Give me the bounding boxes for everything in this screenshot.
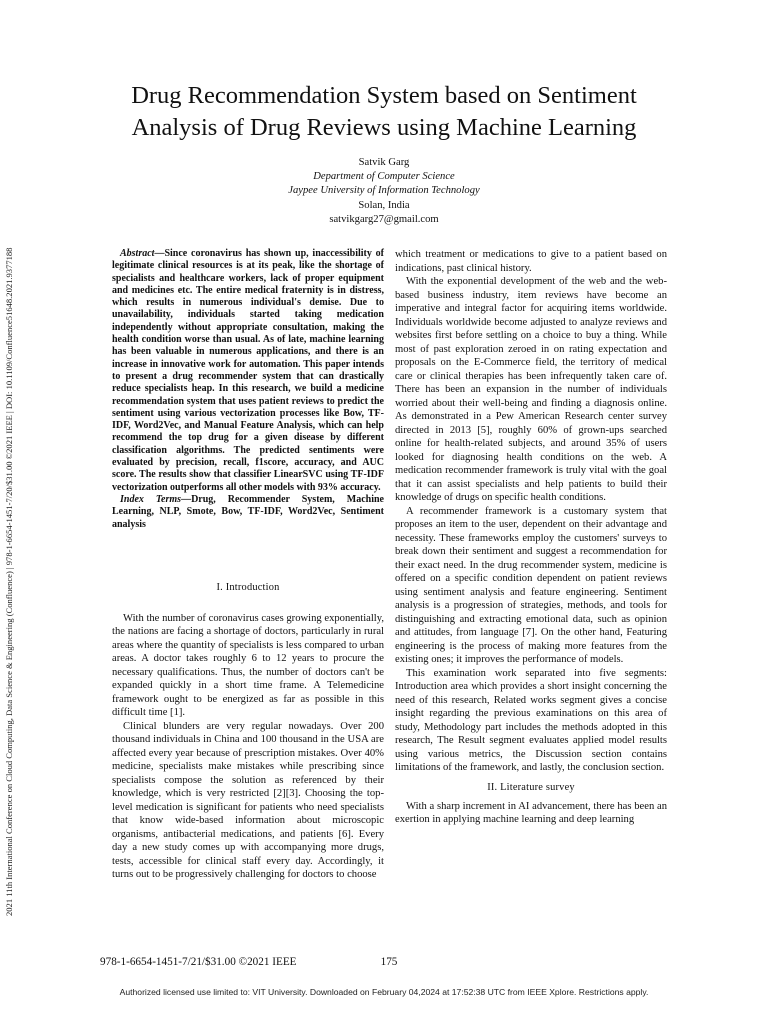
abstract-label: Abstract [120, 248, 155, 259]
author-university: Jaypee University of Information Technology [288, 185, 480, 197]
abstract [112, 248, 384, 494]
right-column [395, 248, 667, 827]
body-paragraph: With the exponential development of the web and the web-based business industry, item reviews have become an imperative and integral factor for acquiring items worldwide. Individuals worldwide become adjusted to analyze reviews and websites first before settling on a choice to buy a thing. While most of past exploration zeroed in on rating expectation and proposals on the E-Commerce field, the territory of medical care or clinical therapies has been infrequently taken care of. There has been an expansion in the number of individuals worried about their well-being and finding a diagnosis online. As demonstrated in a Pew American Research center survey directed in 2013 [5], roughly 60% of grown-ups searched online for health-related subjects, and around 35% of users looked for diagnosing health conditions on the web. A medication recommender framework is truly vital with the goal that it can assist specialists and help patients to build their knowledge of drugs on specific health conditions. [395, 276, 667, 503]
author-block [200, 156, 568, 227]
body-paragraph: With a sharp increment in AI advancement, there has been an exertion in applying machine learning and deep learning [395, 800, 667, 825]
license-notice: Authorized licensed use limited to: VIT University. Downloaded on February 04,2024 at 17:52:38 UTC from IEEE Xplore. Restrictions apply. [119, 987, 649, 997]
page-number: 175 [380, 956, 398, 968]
body-paragraph: A recommender framework is a customary system that proposes an item to the user, dependent on their advantage and necessity. These frameworks employ the customers' surveys to break down their sentiment and suggest a recommendation for their exact need. In the drug recommender system, medicine is offered on a specific condition dependent on patient reviews using sentiment analysis and feature engineering. Sentiment analysis is a progression of strategies, methods, and tools for distinguishing and extracting emotional data, such as opinion and attitudes, from language [7]. On the other hand, Featuring engineering is the process of making more features from the existing ones; it improves the performance of models. [395, 505, 667, 665]
body-paragraph-continuation: which treatment or medications to give to a patient based on indications, past clinical history. [395, 249, 667, 274]
footer-isbn: 978-1-6654-1451-7/21/$31.00 ©2021 IEEE [100, 956, 297, 968]
conference-banner-text: 2021 11th International Conference on Cloud Computing, Data Science & Engineering (Confluence) | 978-1-6654-1451-7/20/$31.00 ©2021 IEEE | DOI: 10.1109/Confluence51648.2021.9377188 [4, 247, 14, 916]
body-paragraph: This examination work separated into five segments: Introduction area which provides a short insight concerning the need of this research, Related works segment gives a concise insight regarding the previous examinations on this area of study, Methodology part includes the methods adopted in this research, The Result segment evaluates applied model results using various metrics, the Discussion section contains limitations of the framework, and lastly, the conclusion section. [395, 667, 667, 773]
body-paragraph: With the number of coronavirus cases growing exponentially, the nations are facing a shortage of doctors, particularly in rural areas where the quantity of specialists is less compared to urban areas. A doctor takes roughly 6 to 12 years to procure the necessary qualifications. Thus, the number of doctors can't be expanded quickly in a short time frame. A Telemedicine framework ought to be energized as far as possible in this difficult time [1]. [112, 612, 384, 719]
author-location: Solan, India [358, 199, 410, 211]
index-terms-label: Index Terms [120, 493, 182, 505]
author-name: Satvik Garg [358, 157, 410, 168]
author-department: Department of Computer Science [313, 171, 455, 183]
left-column [112, 248, 384, 882]
paper-title: Drug Recommendation System based on Sentiment Analysis of Drug Reviews using Machine Learning [131, 82, 637, 141]
index-terms [112, 494, 384, 531]
body-paragraph: Clinical blunders are very regular nowadays. Over 200 thousand individuals in China and 100 thousand in the USA are affected every year because of prescription mistakes. Over 40% medicine, specialists make mistakes while prescribing since specialists compose the solution as referenced by their knowledge, which is very restricted [2][3]. Choosing the top-level medication is significant for patients who need specialists that know wide-based information about microscopic organisms, antibacterial medications, and patients [6]. Every day a new study comes up with accompanying more drugs, tests, accessible for clinical staff every day. Accordingly, it turns out to be progressively challenging for doctors to choose [112, 720, 384, 881]
section-heading-introduction: I. Introduction [216, 581, 280, 593]
abstract-text: —Since coronavirus has shown up, inaccessibility of legitimate clinical resources is at its peak, like the shortage of specialists and healthcare workers, lack of proper equipment and medicines etc. The entire medical fraternity is in distress, which results in numerous individual's demise. Due to unavailability, individuals started taking medication independently without appropriate consultation, making the health condition worse than usual. As of late, machine learning has been valuable in numerous applications, and there is an increase in innovative work for automation. This paper intends to present a drug recommender system that can drastically reduce specialists heap. In this research, we build a medicine recommendation system that uses patient reviews to predict the sentiment using various vectorization processes like Bow, TF-IDF, Word2Vec, and Manual Feature Analysis, which can help recommend the top drug for a given disease by different classification algorithms. The predicted sentiments were evaluated by precision, recall, f1score, accuracy, and AUC score. The results show that classifier LinearSVC using TF-IDF vectorization outperforms all other models with 93% accuracy. [112, 248, 384, 493]
conference-banner [3, 104, 15, 916]
section-heading-literature-survey: II. Literature survey [487, 781, 575, 793]
author-email: satvikgarg27@gmail.com [329, 213, 439, 225]
index-terms-text: —Drug, Recommender System, Machine Learning, NLP, Smote, Bow, TF-IDF, Word2Vec, Sentiment analysis [112, 493, 384, 530]
